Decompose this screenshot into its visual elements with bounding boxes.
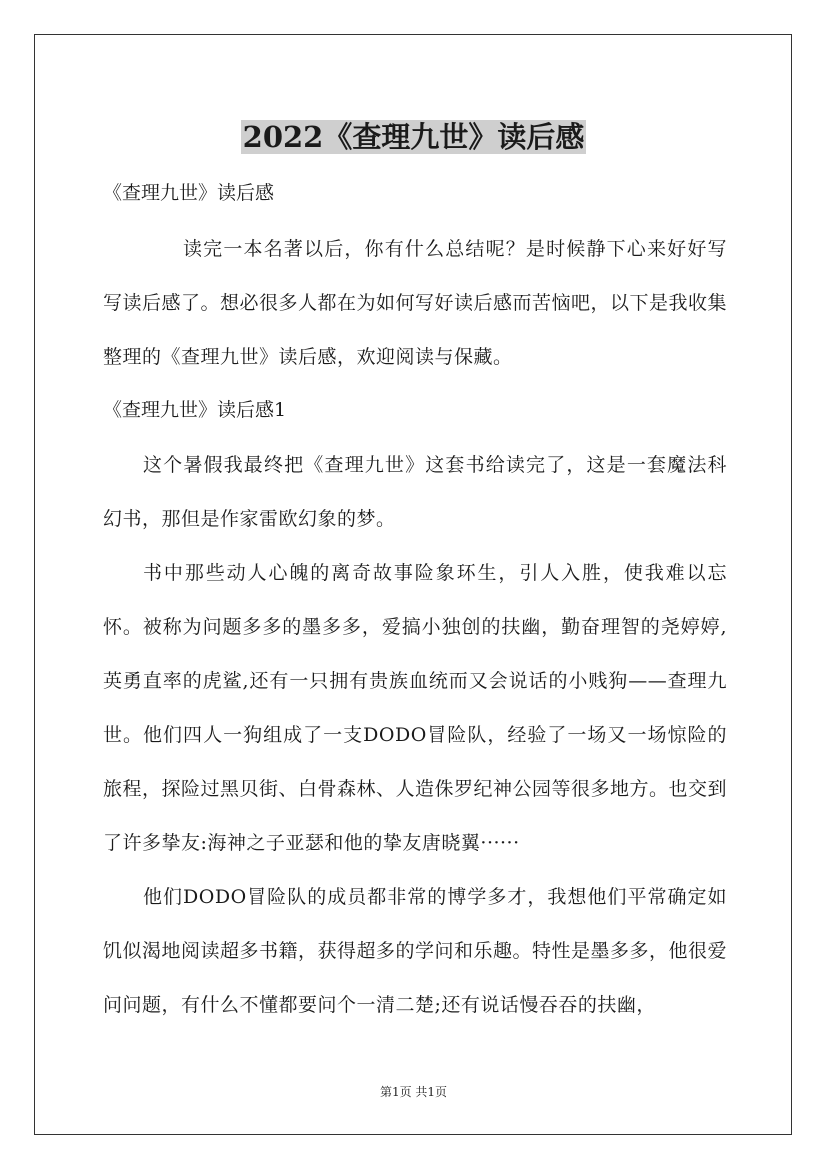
section-heading: 《查理九世》读后感1 [103,399,287,421]
body-paragraph: 书中那些动人心魄的离奇故事险象环生，引人入胜，使我难以忘怀。被称为问题多多的墨多多，爱搞小独创的扶幽，勤奋理智的尧婷婷,英勇直率的虎鲨,还有一只拥有贵族血统而又会说话的小贱狗——查理九世。他们四人一狗组成了一支DODO冒险队，经验了一场又一场惊险的旅程，探险过黑贝街、白骨森林、人造侏罗纪神公园等很多地方。也交到了许多挚友:海神之子亚瑟和他的挚友唐晓翼······ [103,562,728,854]
document-title [0,115,827,159]
body-paragraph: 他们DODO冒险队的成员都非常的博学多才，我想他们平常确定如饥似渴地阅读超多书籍，获得超多的学问和乐趣。特性是墨多多，他很爱问问题，有什么不懂都要问个一清二楚;还有说话慢吞吞的扶幽， [103,886,728,1016]
body-paragraph: 这个暑假我最终把《查理九世》这套书给读完了，这是一套魔法科幻书，那但是作家雷欧幻象的梦。 [103,454,727,530]
page-footer: 第1页 共1页 [379,1085,448,1099]
document-title-text: 2022《查理九世》读后感 [242,120,585,155]
subheading: 《查理九世》读后感 [103,182,275,204]
intro-paragraph: 读完一本名著以后，你有什么总结呢？是时候静下心来好好写写读后感了。想必很多人都在为如何写好读后感而苦恼吧，以下是我收集整理的《查理九世》读后感，欢迎阅读与保藏。 [103,238,728,368]
